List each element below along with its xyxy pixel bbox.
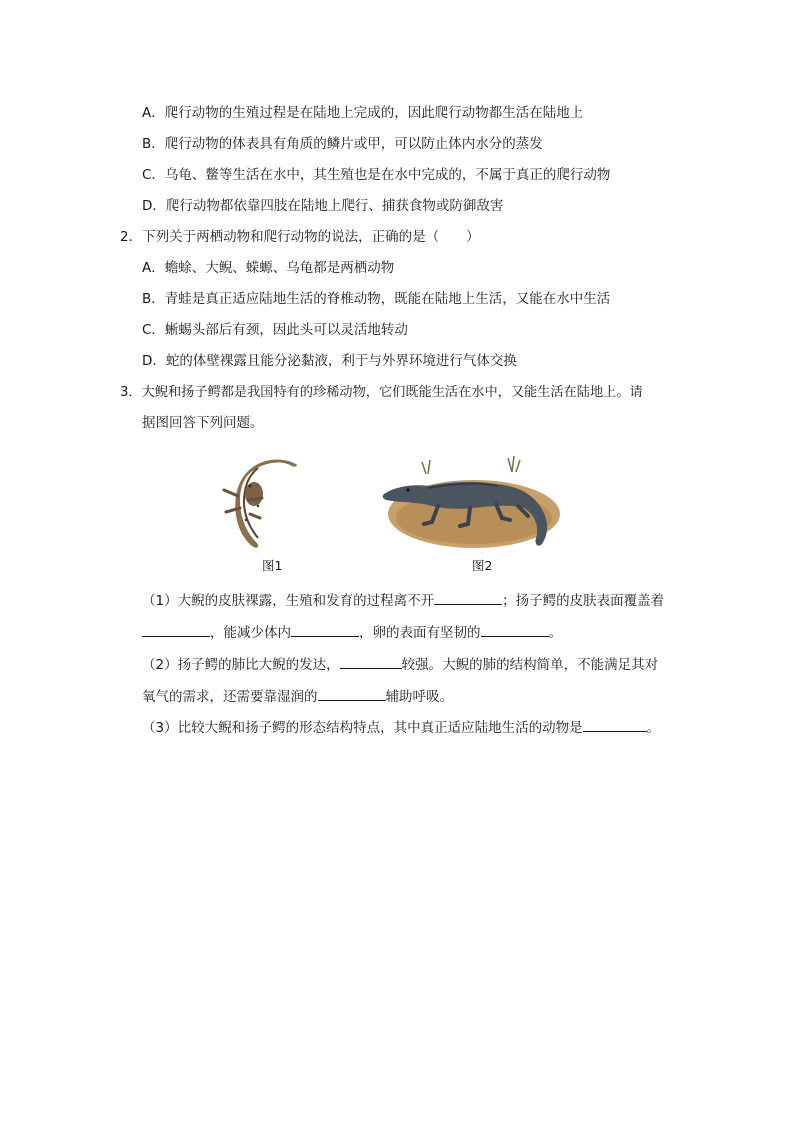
q3-part1-text-a: （1）大鲵的皮肤裸露，生殖和发育的过程离不开	[142, 593, 435, 609]
q1-option-d: D．爬行动物都依靠四肢在陆地上爬行、捕获食物或防御敌害	[142, 198, 504, 214]
chinese-alligator-figure	[378, 452, 560, 552]
q1-option-b: B．爬行动物的体表具有角质的鳞片或甲，可以防止体内水分的蒸发	[142, 136, 543, 152]
q2-stem: 2．下列关于两栖动物和爬行动物的说法，正确的是（ ）	[120, 229, 480, 245]
q3-stem-line1: 3．大鲵和扬子鳄都是我国特有的珍稀动物，它们既能生活在水中，又能生活在陆地上。请	[120, 385, 643, 400]
blank-5[interactable]	[340, 654, 402, 669]
q1-option-c: C．乌龟、鳖等生活在水中，其生殖也是在水中完成的，不属于真正的爬行动物	[142, 167, 611, 183]
q3-part3-line	[142, 717, 660, 738]
blank-7[interactable]	[583, 717, 647, 732]
q2-option-d: D．蛇的体壁裸露且能分泌黏液，利于与外界环境进行气体交换	[142, 353, 517, 369]
blank-4[interactable]	[481, 622, 549, 637]
q2-option-b: B．青蛙是真正适应陆地生活的脊椎动物，既能在陆地上生活，又能在水中生活	[142, 291, 611, 307]
q3-part2-text-a: （2）扬子鳄的肺比大鲵的发达，	[142, 657, 340, 673]
q3-part1-text-e: 。	[548, 625, 562, 641]
q3-part1-line2	[142, 622, 562, 643]
blank-3[interactable]	[291, 622, 359, 637]
blank-1[interactable]	[434, 590, 502, 605]
q3-stem-line2: 据图回答下列问题。	[142, 415, 264, 431]
q3-part2-line1	[142, 654, 658, 675]
figure2-caption: 图2	[472, 558, 493, 573]
figure1-caption: 图1	[262, 558, 283, 573]
blank-2[interactable]	[142, 622, 210, 637]
q3-part1-text-d: ，卵的表面有坚韧的	[359, 625, 481, 641]
q3-part2-text-c: 氧气的需求，还需要靠湿润的	[142, 689, 318, 705]
q2-option-a: A．蟾蜍、大鲵、蝾螈、乌龟都是两栖动物	[142, 260, 395, 276]
q2-option-c: C．蜥蜴头部后有颈，因此头可以灵活地转动	[142, 322, 408, 338]
q3-part2-text-b: 较强。大鲵的肺的结构简单，不能满足其对	[401, 657, 659, 673]
q3-part2-line2	[142, 686, 453, 707]
q3-part2-text-d: 辅助呼吸。	[385, 689, 453, 705]
q1-option-a: A．爬行动物的生殖过程是在陆地上完成的，因此爬行动物都生活在陆地上	[142, 105, 584, 121]
blank-6[interactable]	[318, 686, 386, 701]
q3-part3-text-a: （3）比较大鲵和扬子鳄的形态结构特点，其中真正适应陆地生活的动物是	[142, 720, 583, 736]
q3-part3-text-b: 。	[646, 720, 661, 736]
giant-salamander-figure	[214, 456, 304, 552]
q3-part1-text-c: ，能减少体内	[210, 625, 291, 641]
q3-part1-line1	[142, 590, 664, 611]
q3-part1-text-b: ；扬子鳄的皮肤表面覆盖着	[502, 593, 665, 609]
